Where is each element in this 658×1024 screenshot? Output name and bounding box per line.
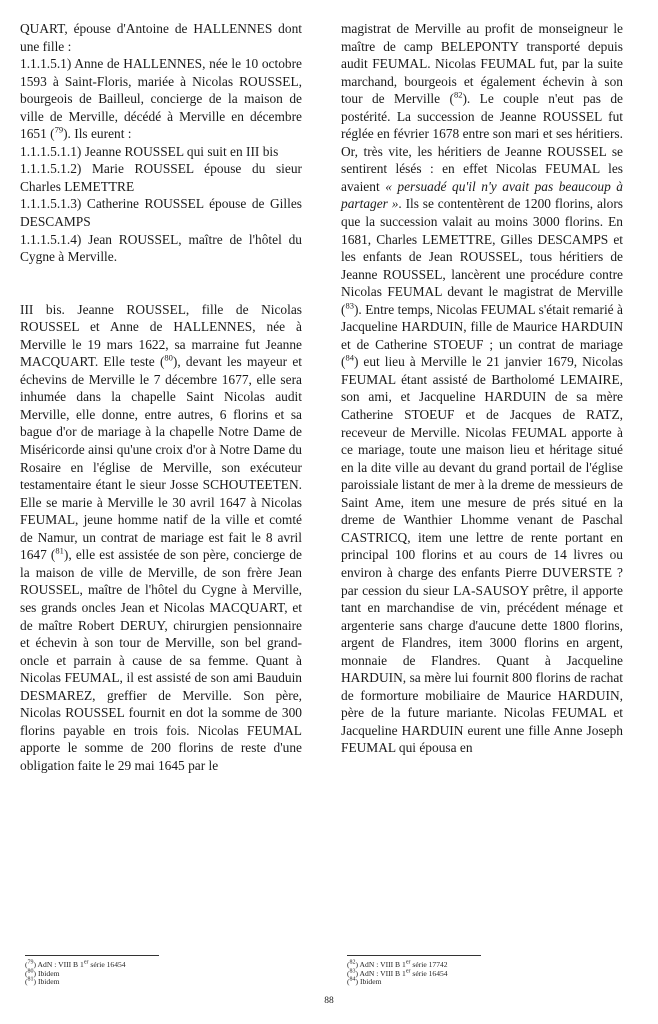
spacer — [20, 266, 302, 301]
footnote-ref: 82 — [453, 89, 463, 100]
footnote-text: Ibidem — [37, 968, 60, 978]
paragraph: 1.1.1.5.1.4) Jean ROUSSEL, maître de l'hôtel du Cygne à Merville. — [20, 231, 302, 265]
footnote-number: 80 — [27, 967, 34, 974]
text-run: ). Ils eurent : — [63, 126, 132, 142]
footnote-text: Ibidem — [359, 977, 382, 986]
footnote-tail: série 17742 — [410, 960, 448, 969]
footnote-tail: série 16454 — [410, 968, 448, 978]
text-run: ), devant les mayeur et échevins de Merville le 7 décembre 1677, elle sera inhumée dans la chapelle Saint Nicolas audit Merville, elle donne, entre autres, 6 florins et sa bague d'or de mariage à la chapelle Notre Dame de Miséricorde ainsi qu'une croix d'or à Notre Dame du Rosaire en l'église de Merville, son exécuteur testamentaire étant le sieur Josse SCHOUTEETEN. Elle se marie à Merville le 30 avril 1647 à Nicolas FEUMAL, jeune homme natif de la ville et comté de Namur, un contrat de mariage est fait le 8 avril 1647 ( — [20, 354, 302, 563]
paragraph — [20, 301, 302, 775]
left-column — [20, 20, 302, 774]
text-run: ), elle est assistée de son père, concierge de la maison de ville de Merville, de son frère Jean ROUSSEL, maître de l'hôtel du Cygne à Merville, ses grands oncles Jean et Nicolas MACQUART, et de maître Robert DERUY, chirurgien pensionnaire et échevin à son tour de Merville, son bel grand-oncle et parrain à cause de sa femme. Quant à Nicolas FEUMAL, il est assisté de son ami Bauduin DESMAREZ, greffier de Merville. Son père, Nicolas ROUSSEL fournit en dot la somme de 300 florins payable en trois fois. Nicolas FEUMAL apporte le somme de 200 florins de reste d'une obligation faite le 29 mai 1645 par le — [20, 547, 302, 773]
text-run: III bis. Jeanne ROUSSEL, fille de Nicolas ROUSSEL et Anne de HALLENNES, née à Merville le 19 mars 1622, sa marraine fut Jeanne MACQUART. Elle teste ( — [20, 301, 302, 370]
footnote: ($^{79}$) AdN : VIII B 1er série 16454 — [25, 959, 126, 969]
text-run: magistrat de Merville au profit de monseigneur le maître de camp BELEPONTY transporté depuis audit FEUMAL. Nicolas FEUMAL fut, par la suite marchand, bourgeois et également échevin à son tour de Merville ( — [341, 21, 623, 107]
footnotes-left — [25, 961, 126, 987]
footnote-separator — [25, 955, 159, 956]
footnote-separator — [347, 955, 481, 956]
footnote-sup: er — [405, 967, 411, 974]
footnote-number: 83 — [349, 967, 356, 974]
right-column — [341, 20, 623, 757]
paragraph — [341, 20, 623, 757]
footnote-text: AdN : VIII B 1 — [359, 968, 406, 978]
text-run: . Ils se contentèrent de 1200 florins, alors que la succession valait au moins 3000 florins. En 1681, Charles LEMETTRE, Gilles DESCAMPS et les enfants de Jean ROUSSEL, tous héritiers de Jeanne ROUSSEL, lancèrent une procédure contre Nicolas FEUMAL devant le magistrat de Merville ( — [341, 196, 623, 317]
footnote-text: AdN : VIII B 1 — [359, 960, 406, 969]
text-run: ). Le couple n'eut pas de postérité. La succession de Jeanne ROUSSEL fut réglée en février 1678 entre son mari et ses héritiers. Or, très vite, les héritiers de Jeanne ROUSSEL se sentirent lésés : en effet Nicolas FEUMAL les avaient — [341, 91, 623, 194]
footnote-tail: série 16454 — [88, 960, 126, 969]
quote: « persuadé qu'il n'y avait pas beaucoup à partager » — [341, 178, 623, 212]
page-number: 88 — [324, 996, 334, 1006]
text-run: ). Entre temps, Nicolas FEUMAL s'était remarié à Jacqueline HARDUIN, fille de Maurice HARDUIN et de Catherine STOEUF ; un contrat de mariage ( — [341, 301, 623, 370]
footnote-ref: 80 — [164, 352, 173, 363]
text-run: 1.1.1.5.1) Anne de HALLENNES, née le 10 octobre 1593 à Saint-Floris, mariée à Nicolas ROUSSEL, bourgeois de Bailleul, concierge de la maison de ville de Merville, décédé à Merville en décembre 1651 ( — [20, 56, 302, 142]
footnote-ref: 84 — [345, 352, 354, 363]
paragraph: 1.1.1.5.1.1) Jeanne ROUSSEL qui suit en III bis — [20, 143, 279, 159]
footnote: ($^{80}$) Ibidem — [25, 967, 60, 978]
footnote-text: Ibidem — [37, 977, 60, 986]
paragraph: 1.1.1.5.1.2) Marie ROUSSEL épouse du sieur Charles LEMETTRE — [20, 161, 302, 194]
footnote-number: 82 — [349, 959, 356, 966]
footnote-number: 79 — [27, 959, 34, 966]
footnote: ($^{81}$) Ibidem — [25, 976, 60, 986]
footnote-number: 81 — [27, 976, 34, 983]
footnote: ($^{84}$) Ibidem — [347, 976, 382, 986]
footnote-ref: 83 — [345, 300, 354, 311]
footnote-ref: 79 — [54, 124, 64, 135]
paragraph: QUART, épouse d'Antoine de HALLENNES dont une fille : — [20, 21, 302, 54]
paragraph — [20, 55, 302, 143]
footnote-number: 84 — [349, 976, 356, 983]
footnote-sup: er — [405, 959, 411, 966]
footnote-ref: 81 — [55, 545, 64, 556]
text-run: ) eut lieu à Merville le 21 janvier 1679, Nicolas FEUMAL étant assisté de Bartholomé LEMAIRE, son ami, et Jacqueline HARDUIN de sa mère Catherine STOEUF et de Jacques de RATZ, receveur de Merville. Nicolas FEUMAL apporte à ce mariage, toute une maison lieu et héritage situé en la dite ville au devant du grand portail de l'église paroissiale listant de mer à la dreme de messieurs de Saint Ame, item une mesure de prés situé en la dreme de Wanthier Lhomme venant de Paschal CASTRICQ, item une lettre de rente portant en principal 100 florins et au cours de 14 livres ou environ à charge des enfants Pierre DUVERSTE ? par cession du sieur LA-SAUSOY prêtre, il apporte tant en marchandise de vin, précédent ménage et argenterie sans charge d'aucune dette 1800 florins, argent de Flandres, item 3000 florins en argent, monnaie de Flandres. Quant à Jacqueline HARDUIN, sa mère lui fournit 800 florins de rachat de formorture mobiliaire de Maurice HARDUIN, père de la future mariante. Nicolas FEUMAL et Jacqueline HARDUIN eurent une fille Anne Joseph FEUMAL qui épousa en — [341, 354, 623, 756]
paragraph: 1.1.1.5.1.3) Catherine ROUSSEL épouse de Gilles DESCAMPS — [20, 196, 302, 230]
footnote-sup: er — [83, 959, 89, 966]
footnote: ($^{83}$) AdN : VIII B 1er série 16454 — [347, 967, 448, 978]
footnote: ($^{82}$) AdN : VIII B 1er série 17742 — [347, 959, 448, 969]
footnote-text: AdN : VIII B 1 — [37, 960, 84, 969]
footnotes-right — [347, 961, 448, 987]
